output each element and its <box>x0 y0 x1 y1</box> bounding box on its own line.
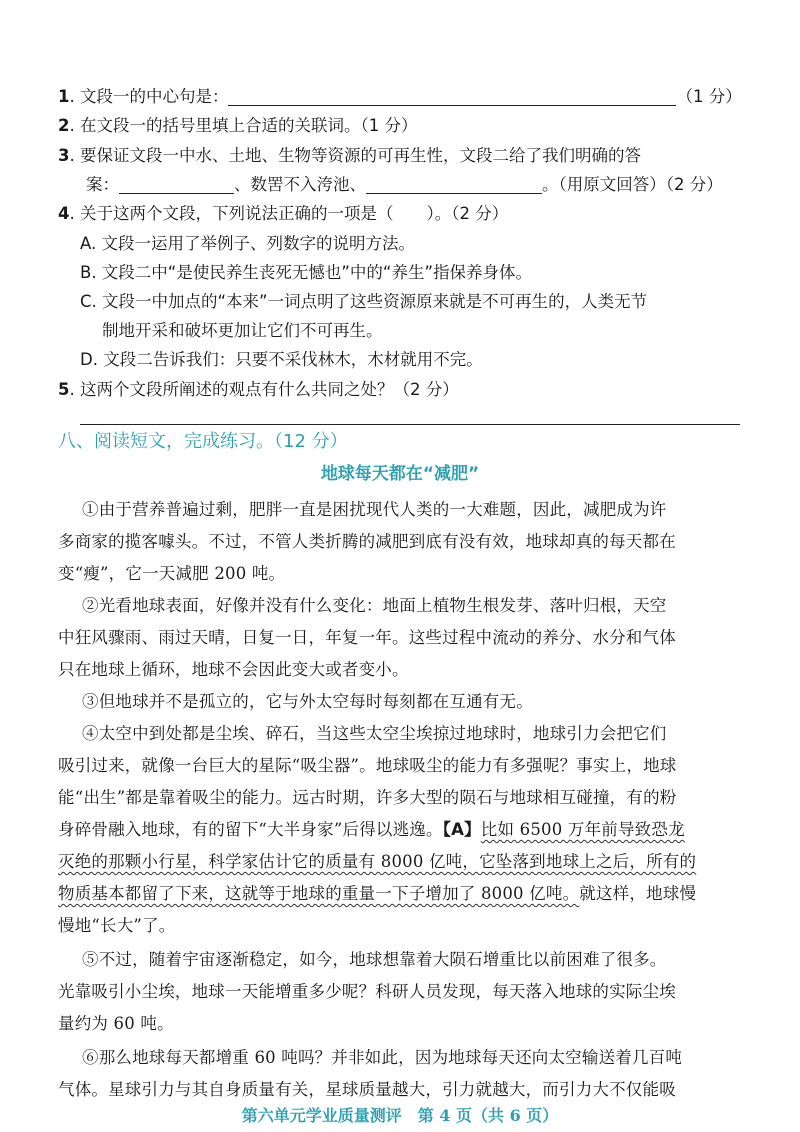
option-c-continued: 制地开采和破坏更加让它们不可再生。 <box>102 321 383 340</box>
question-score: （1 分） <box>676 87 742 106</box>
paragraph-4-line: 能“出生”都是靠着吸尘的能力。远古时期，许多大型的陨石与地球相互碰撞，有的粉 <box>58 788 677 807</box>
paragraph-4-line <box>58 818 685 842</box>
question-number: 5 <box>58 380 70 399</box>
paragraph-4-line <box>58 882 696 906</box>
paragraph-text: 身碎骨融入地球，有的留下“大半身家”后得以逃逸。 <box>58 820 443 839</box>
question-text: 、数罟不入洿池、 <box>234 175 366 194</box>
page-footer: 第六单元学业质量测评 第 4 页（共 6 页） <box>241 1106 559 1125</box>
paragraph-3-line: ③但地球并不是孤立的，它与外太空每时每刻都在互通有无。 <box>82 692 533 711</box>
question-5 <box>58 378 459 402</box>
wavy-underlined-text: 物质基本都留了下来，这就等于地球的重量一下子增加了 8000 亿吨。 <box>58 884 580 903</box>
paragraph-2-line: ②光看地球表面，好像并没有什么变化：地面上植物生根发芽、落叶归根，天空 <box>82 596 667 615</box>
question-2 <box>58 114 417 138</box>
question-text: 案： <box>86 175 119 194</box>
article-title: 地球每天都在“减肥” <box>320 464 480 484</box>
wavy-underlined-text: 灭绝的那颗小行星，科学家估计它的质量有 8000 亿吨，它坠落到地球上之后，所有的 <box>58 852 697 871</box>
paragraph-6-line: ⑥那么地球每天都增重 60 吨吗？并非如此，因为地球每天还向太空输送着几百吨 <box>82 1048 683 1067</box>
paragraph-4-line: 吸引过来，就像一台巨大的星际“吸尘器”。地球吸尘的能力有多强呢？事实上，地球 <box>58 756 677 775</box>
paragraph-5-line: 光靠吸引小尘埃，地球一天能增重多少呢？科研人员发现，每天落入地球的实际尘埃 <box>58 982 676 1001</box>
question-text: . 这两个文段所阐述的观点有什么共同之处？（2 分） <box>69 380 459 399</box>
question-3 <box>58 144 641 168</box>
question-number: 2 <box>58 116 70 135</box>
wavy-underlined-text: 比如 6500 万年前导致恐龙 <box>480 820 685 839</box>
question-text: . 在文段一的括号里填上合适的关联词。（1 分） <box>69 116 418 135</box>
question-1 <box>58 85 742 109</box>
question-text: 。（用原文回答）（2 分） <box>542 175 723 194</box>
paragraph-4-line <box>58 850 696 874</box>
option-a[interactable]: A. 文段一运用了举例子、列数字的说明方法。 <box>80 234 415 253</box>
paragraph-6-line: 气体。星球引力与其自身质量有关，星球质量越大，引力就越大，而引力大不仅能吸 <box>58 1080 676 1099</box>
paragraph-2-line: 只在地球上循环，地球不会因此变大或者变小。 <box>58 660 409 679</box>
question-text: . 关于这两个文段，下列说法正确的一项是（ ）。（2 分） <box>69 204 509 223</box>
question-4 <box>58 202 508 226</box>
answer-blank[interactable] <box>366 175 542 194</box>
question-text: . 要保证文段一中水、土地、生物等资源的可再生性，文段二给了我们明确的答 <box>69 146 641 165</box>
paragraph-2-line: 中狂风骤雨、雨过天晴，日复一日，年复一年。这些过程中流动的养分、水分和气体 <box>58 628 676 647</box>
answer-blank[interactable] <box>228 87 676 106</box>
marker-a: 【A】 <box>442 820 481 839</box>
option-d[interactable]: D. 文段二告诉我们：只要不采伐林木，木材就用不完。 <box>80 350 483 369</box>
paragraph-5-line: ⑤不过，随着宇宙逐渐稳定，如今，地球想靠着大陨石增重比以前困难了很多。 <box>82 950 667 969</box>
paragraph-text: 就这样，地球慢 <box>579 884 697 903</box>
paragraph-1-line: ①由于营养普遍过剩，肥胖一直是困扰现代人类的一大难题，因此，减肥成为许 <box>82 500 667 519</box>
answer-blank[interactable] <box>119 175 234 194</box>
question-number: 3 <box>58 146 70 165</box>
option-b[interactable]: B. 文段二中“是使民养生丧死无憾也”中的“养生”指保养身体。 <box>80 263 533 282</box>
question-number: 4 <box>58 204 70 223</box>
answer-line[interactable] <box>80 424 740 425</box>
question-3-line-2 <box>86 173 723 197</box>
section-title: 八、阅读短文，完成练习。（12 分） <box>58 431 348 452</box>
paragraph-1-line: 变“瘦”，它一天减肥 200 吨。 <box>58 564 286 583</box>
question-text: . 文段一的中心句是： <box>69 87 229 106</box>
option-c[interactable]: C. 文段一中加点的“本来”一词点明了这些资源原来就是不可再生的，人类无节 <box>80 292 648 311</box>
question-number: 1 <box>58 87 70 106</box>
paragraph-5-line: 量约为 60 吨。 <box>58 1014 174 1033</box>
paragraph-1-line: 多商家的揽客噱头。不过，不管人类折腾的减肥到底有没有效，地球却真的每天都在 <box>58 532 676 551</box>
paragraph-4-line: ④太空中到处都是尘埃、碎石，当这些太空尘埃掠过地球时，地球引力会把它们 <box>82 724 667 743</box>
paragraph-4-line: 慢地“长大”了。 <box>58 916 176 935</box>
